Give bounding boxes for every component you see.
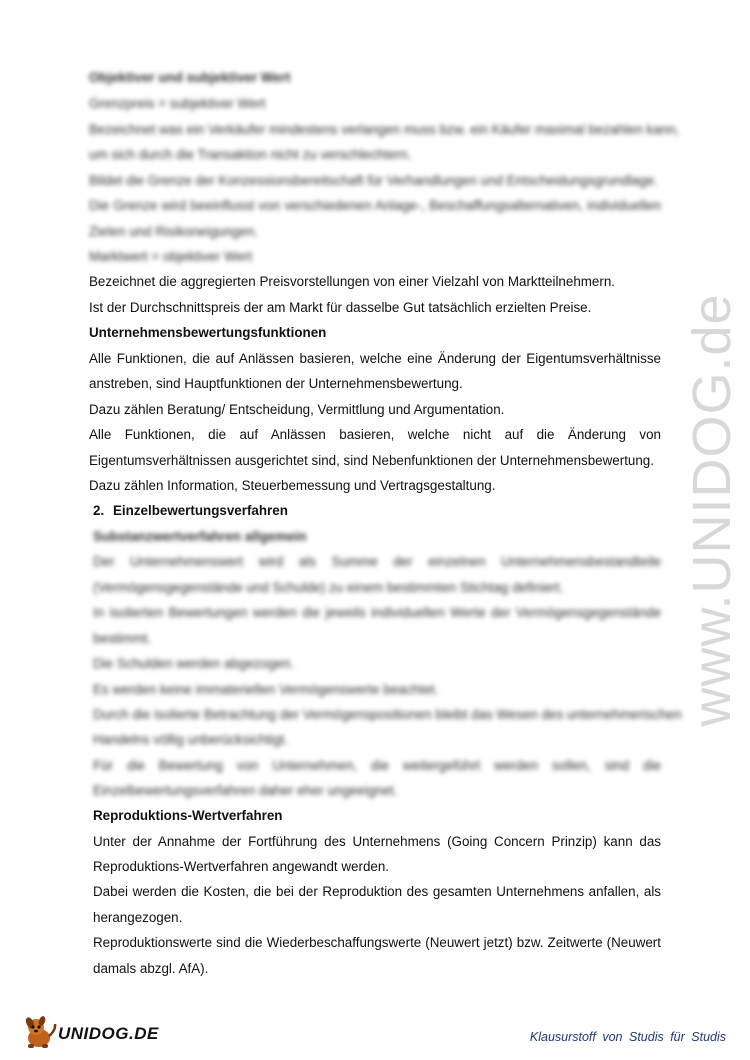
heading-substanzwertverfahren: Substanzwertverfahren allgemein (93, 529, 307, 544)
heading-objektiver-subjektiver-wert: Objektiver und subjektiver Wert (89, 70, 291, 85)
footer-tagline: Klausurstoff von Studis für Studis (529, 1030, 726, 1044)
text-line: anstreben, sind Hauptfunktionen der Unternehmensbewertung. (89, 376, 463, 391)
text-line: um sich durch die Transaktion nicht zu verschlechtern. (89, 147, 412, 162)
heading-unternehmensbewertungsfunktionen: Unternehmensbewertungsfunktionen (89, 325, 327, 340)
text-line: Bildet die Grenze der Konzessionsbereitschaft für Verhandlungen und Entscheidungsgrundlage. (89, 173, 658, 188)
text-line: Es werden keine immateriellen Vermögenswerte beachtet. (93, 682, 439, 697)
dog-icon (22, 1012, 62, 1052)
text-line: Der Unternehmenswert wird als Summe der einzelnen Unternehmensbestandteile (93, 554, 661, 569)
heading-reproduktions-wertverfahren: Reproduktions-Wertverfahren (93, 808, 283, 823)
text-line: Reproduktions-Wertverfahren angewandt werden. (93, 859, 389, 874)
text-line: Zielen und Risikoneigungen. (89, 224, 258, 239)
text-line: Für die Bewertung von Unternehmen, die weitergeführt werden sollen, sind die (93, 758, 661, 773)
unidog-logo (22, 1012, 162, 1052)
text-line: Die Schulden werden abgezogen. (93, 656, 295, 671)
text-line: Dabei werden die Kosten, die bei der Reproduktion des gesamten Unternehmens anfallen, als (93, 884, 661, 899)
section-heading-einzelbewertungsverfahren (93, 502, 665, 520)
text-line: Dazu zählen Beratung/ Entscheidung, Vermittlung und Argumentation. (89, 402, 505, 417)
text-line: Marktwert = objektiver Wert (89, 249, 253, 264)
text-line: Ist der Durchschnittspreis der am Markt für dasselbe Gut tatsächlich erzielten Preise. (89, 300, 592, 315)
text-line: Durch die isolierte Betrachtung der Vermögenspositionen bleibt das Wesen des unternehmerischen (93, 707, 682, 722)
text-line: Alle Funktionen, die auf Anlässen basieren, welche eine Änderung der Eigentumsverhältnisse (89, 351, 661, 366)
text-line: Die Grenze wird beeinflusst von verschiedenen Anlage-, Beschaffungsalternativen, individuellen (89, 198, 661, 213)
logo-text: UNIDOG.DE (58, 1024, 159, 1043)
text-line: Dazu zählen Information, Steuerbemessung und Vertragsgestaltung. (89, 478, 496, 493)
text-line: Bezeichnet was ein Verkäufer mindestens verlangen muss bzw. ein Käufer maximal bezahlen kann, (89, 122, 680, 137)
text-line: Handelns völlig unberücksichtigt. (93, 732, 289, 747)
section-number: 2. (93, 503, 105, 518)
text-line: herangezogen. (93, 910, 183, 925)
text-line: bestimmt. (93, 631, 152, 646)
text-line: Grenzpreis = subjektiver Wert (89, 96, 266, 111)
section-title: Einzelbewertungsverfahren (113, 503, 288, 518)
text-line: Unter der Annahme der Fortführung des Unternehmens (Going Concern Prinzip) kann das (93, 834, 661, 849)
text-line: In isolierten Bewertungen werden die jeweils individuellen Werte der Vermögensgegenstände (93, 605, 661, 620)
text-line: (Vermögensgegenstände und Schulde) zu einem bestimmten Stichtag definiert. (93, 580, 564, 595)
text-line: Reproduktionswerte sind die Wiederbeschaffungswerte (Neuwert jetzt) bzw. Zeitwerte (Neuwert (93, 935, 661, 950)
text-line: Eigentumsverhältnissen ausgerichtet sind, sind Nebenfunktionen der Unternehmensbewertung. (89, 453, 654, 468)
text-line: damals abzgl. AfA). (93, 961, 209, 976)
text-line: Alle Funktionen, die auf Anlässen basieren, welche nicht auf die Änderung von (89, 427, 661, 442)
text-line: Bezeichnet die aggregierten Preisvorstellungen von einer Vielzahl von Marktteilnehmern. (89, 274, 616, 289)
watermark-text: www.UNIDOG.de (682, 293, 742, 727)
text-line: Einzelbewertungsverfahren daher eher ungeeignet. (93, 783, 398, 798)
